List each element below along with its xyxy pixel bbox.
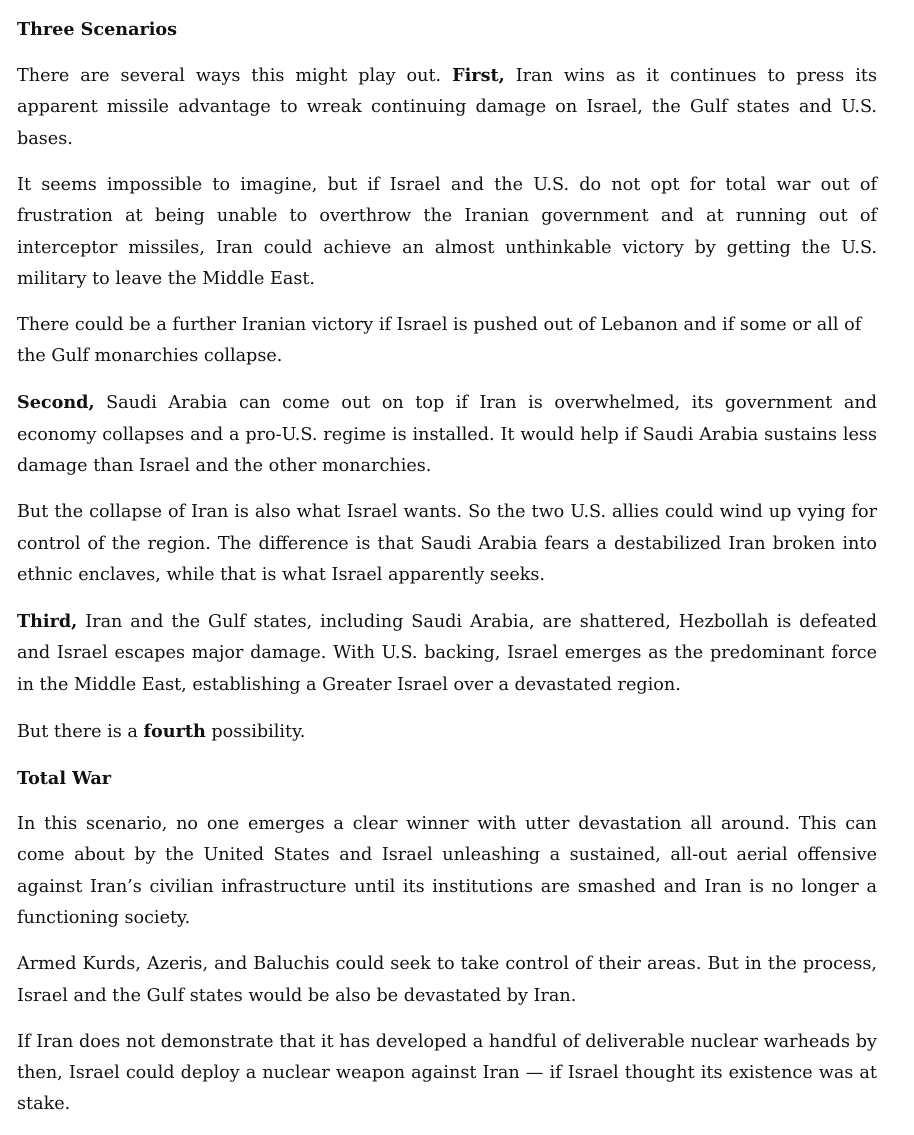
paragraph-text: possibility. [211,721,306,742]
paragraph-total-war-scenario: In this scenario, no one emerges a clear winner with utter devastation all around. This can come about by the United States and Israel unleashing a sustained, all-out aerial offensive against Iran’s civilian infrastructure until its institutions are smashed and Iran is no longer a functioning society. [17,813,877,929]
paragraph-second-scenario [17,387,877,482]
bold-third: Third, [17,611,78,633]
section-heading-three-scenarios: Three Scenarios [17,19,178,40]
article-body [17,14,877,1135]
paragraph-text: There are several ways this might play out. [17,66,442,86]
paragraph-collapse-of-iran: But the collapse of Iran is also what Israel wants. So the two U.S. allies could wind up vying for control of the region. The difference is that Saudi Arabia fears a destabilized Iran broken into ethnic enclaves, while that is what Israel apparently seeks. [17,502,877,586]
section-heading-total-war: Total War [17,767,112,789]
paragraph-text: Iran wins as it continues to press its apparent missile advantage to wreak continuing damage on Israel, the Gulf states and U.S. bases. [17,66,878,149]
paragraph-first-scenario [17,60,877,155]
paragraph-armed-groups: Armed Kurds, Azeris, and Baluchis could seek to take control of their areas. But in the process, Israel and the Gulf states would be also be devastated by Iran. [17,954,877,1006]
paragraph-text: But there is a [17,721,138,742]
paragraph-nuclear: If Iran does not demonstrate that it has developed a handful of deliverable nuclear warheads by then, Israel could deploy a nuclear weapon against Iran — if Israel thought its existence was at stake. [17,1031,877,1115]
paragraph-further-victory: There could be a further Iranian victory if Israel is pushed out of Lebanon and if some or all of the Gulf monarchies collapse. [17,315,862,367]
paragraph-text: Saudi Arabia can come out on top if Iran is overwhelmed, its government and economy collapses and a pro-U.S. regime is installed. It would help if Saudi Arabia sustains less damage than Israel and the other monarchies. [17,393,877,477]
bold-first: First, [452,65,505,86]
paragraph-iran-victory: It seems impossible to imagine, but if Israel and the U.S. do not opt for total war out of frustration at being unable to overthrow the Iranian government and at running out of interceptor missiles, Iran could achieve an almost unthinkable victory by getting the U.S. military to leave the Middle East. [17,174,877,290]
paragraph-fourth-possibility [17,716,877,748]
paragraph-third-scenario [17,606,877,701]
bold-second: Second, [17,392,95,414]
bold-fourth: fourth [143,720,206,742]
paragraph-text: Iran and the Gulf states, including Saudi Arabia, are shattered, Hezbollah is defeated and Israel escapes major damage. With U.S. backing, Israel emerges as the predominant force in the Middle East, establishing a Greater Israel over a devastated region. [17,612,878,695]
